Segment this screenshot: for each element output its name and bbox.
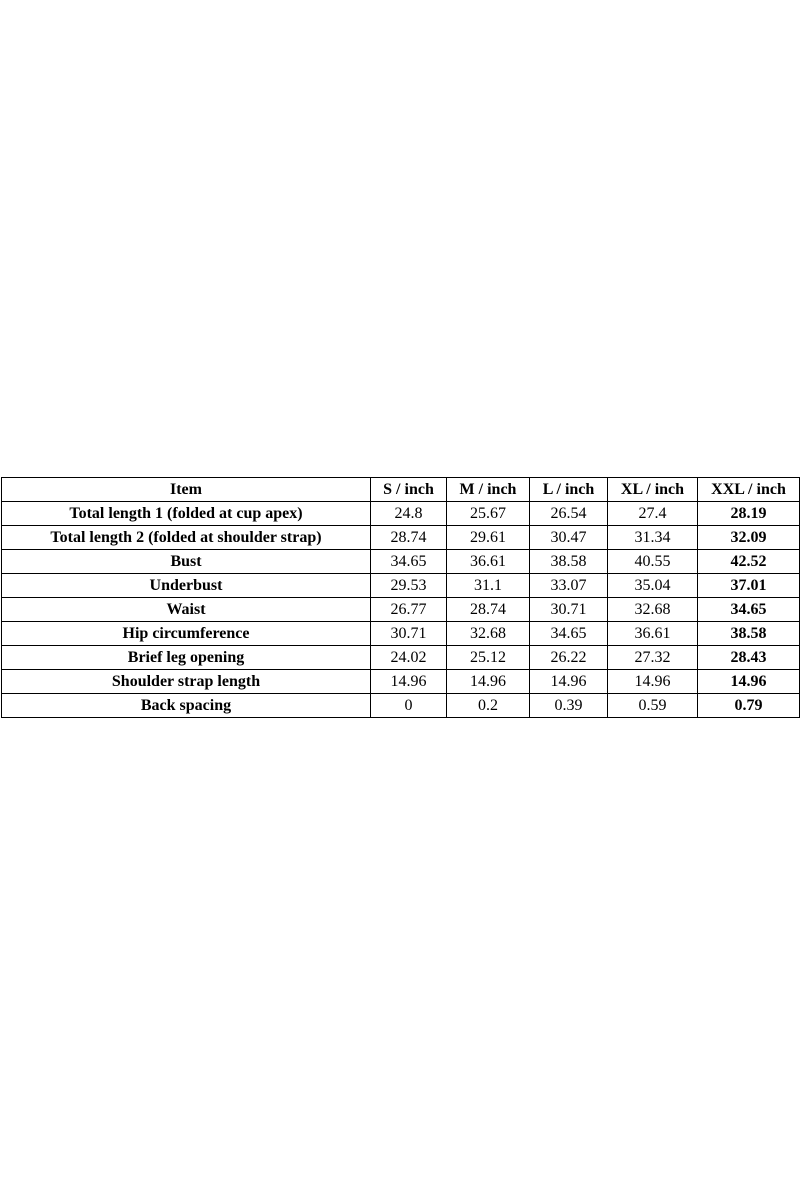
header-size-m: M / inch bbox=[447, 478, 530, 502]
cell-s: 0 bbox=[371, 694, 447, 718]
row-label: Brief leg opening bbox=[2, 646, 371, 670]
header-size-xxl: XXL / inch bbox=[698, 478, 800, 502]
cell-m: 31.1 bbox=[447, 574, 530, 598]
cell-xxl: 38.58 bbox=[698, 622, 800, 646]
table-row bbox=[2, 526, 800, 550]
row-label: Total length 1 (folded at cup apex) bbox=[2, 502, 371, 526]
cell-l: 34.65 bbox=[530, 622, 608, 646]
cell-m: 14.96 bbox=[447, 670, 530, 694]
cell-l: 26.22 bbox=[530, 646, 608, 670]
cell-l: 38.58 bbox=[530, 550, 608, 574]
cell-l: 30.71 bbox=[530, 598, 608, 622]
cell-xl: 40.55 bbox=[608, 550, 698, 574]
cell-xl: 27.4 bbox=[608, 502, 698, 526]
cell-xl: 0.59 bbox=[608, 694, 698, 718]
cell-l: 26.54 bbox=[530, 502, 608, 526]
cell-xxl: 14.96 bbox=[698, 670, 800, 694]
cell-m: 25.12 bbox=[447, 646, 530, 670]
cell-s: 29.53 bbox=[371, 574, 447, 598]
header-item: Item bbox=[2, 478, 371, 502]
cell-m: 29.61 bbox=[447, 526, 530, 550]
table-row bbox=[2, 670, 800, 694]
cell-xxl: 37.01 bbox=[698, 574, 800, 598]
table-header-row bbox=[2, 478, 800, 502]
header-size-xl: XL / inch bbox=[608, 478, 698, 502]
cell-xxl: 0.79 bbox=[698, 694, 800, 718]
row-label: Back spacing bbox=[2, 694, 371, 718]
header-size-s: S / inch bbox=[371, 478, 447, 502]
cell-xxl: 34.65 bbox=[698, 598, 800, 622]
cell-xl: 14.96 bbox=[608, 670, 698, 694]
cell-xl: 27.32 bbox=[608, 646, 698, 670]
cell-xl: 36.61 bbox=[608, 622, 698, 646]
header-size-l: L / inch bbox=[530, 478, 608, 502]
cell-m: 28.74 bbox=[447, 598, 530, 622]
cell-l: 30.47 bbox=[530, 526, 608, 550]
table-row bbox=[2, 694, 800, 718]
cell-xl: 31.34 bbox=[608, 526, 698, 550]
cell-m: 0.2 bbox=[447, 694, 530, 718]
row-label: Underbust bbox=[2, 574, 371, 598]
size-chart-table bbox=[1, 477, 800, 718]
cell-xxl: 28.43 bbox=[698, 646, 800, 670]
row-label: Shoulder strap length bbox=[2, 670, 371, 694]
table-row bbox=[2, 550, 800, 574]
table-row bbox=[2, 502, 800, 526]
row-label: Hip circumference bbox=[2, 622, 371, 646]
cell-xxl: 32.09 bbox=[698, 526, 800, 550]
cell-s: 14.96 bbox=[371, 670, 447, 694]
cell-s: 24.02 bbox=[371, 646, 447, 670]
cell-xxl: 28.19 bbox=[698, 502, 800, 526]
row-label: Total length 2 (folded at shoulder strap) bbox=[2, 526, 371, 550]
row-label: Waist bbox=[2, 598, 371, 622]
cell-m: 32.68 bbox=[447, 622, 530, 646]
cell-s: 34.65 bbox=[371, 550, 447, 574]
cell-xxl: 42.52 bbox=[698, 550, 800, 574]
cell-m: 25.67 bbox=[447, 502, 530, 526]
cell-l: 0.39 bbox=[530, 694, 608, 718]
cell-s: 26.77 bbox=[371, 598, 447, 622]
cell-xl: 32.68 bbox=[608, 598, 698, 622]
cell-s: 28.74 bbox=[371, 526, 447, 550]
cell-l: 14.96 bbox=[530, 670, 608, 694]
cell-m: 36.61 bbox=[447, 550, 530, 574]
table-row bbox=[2, 574, 800, 598]
cell-l: 33.07 bbox=[530, 574, 608, 598]
table-row bbox=[2, 598, 800, 622]
cell-s: 30.71 bbox=[371, 622, 447, 646]
cell-xl: 35.04 bbox=[608, 574, 698, 598]
cell-s: 24.8 bbox=[371, 502, 447, 526]
table-row bbox=[2, 622, 800, 646]
table-row bbox=[2, 646, 800, 670]
row-label: Bust bbox=[2, 550, 371, 574]
